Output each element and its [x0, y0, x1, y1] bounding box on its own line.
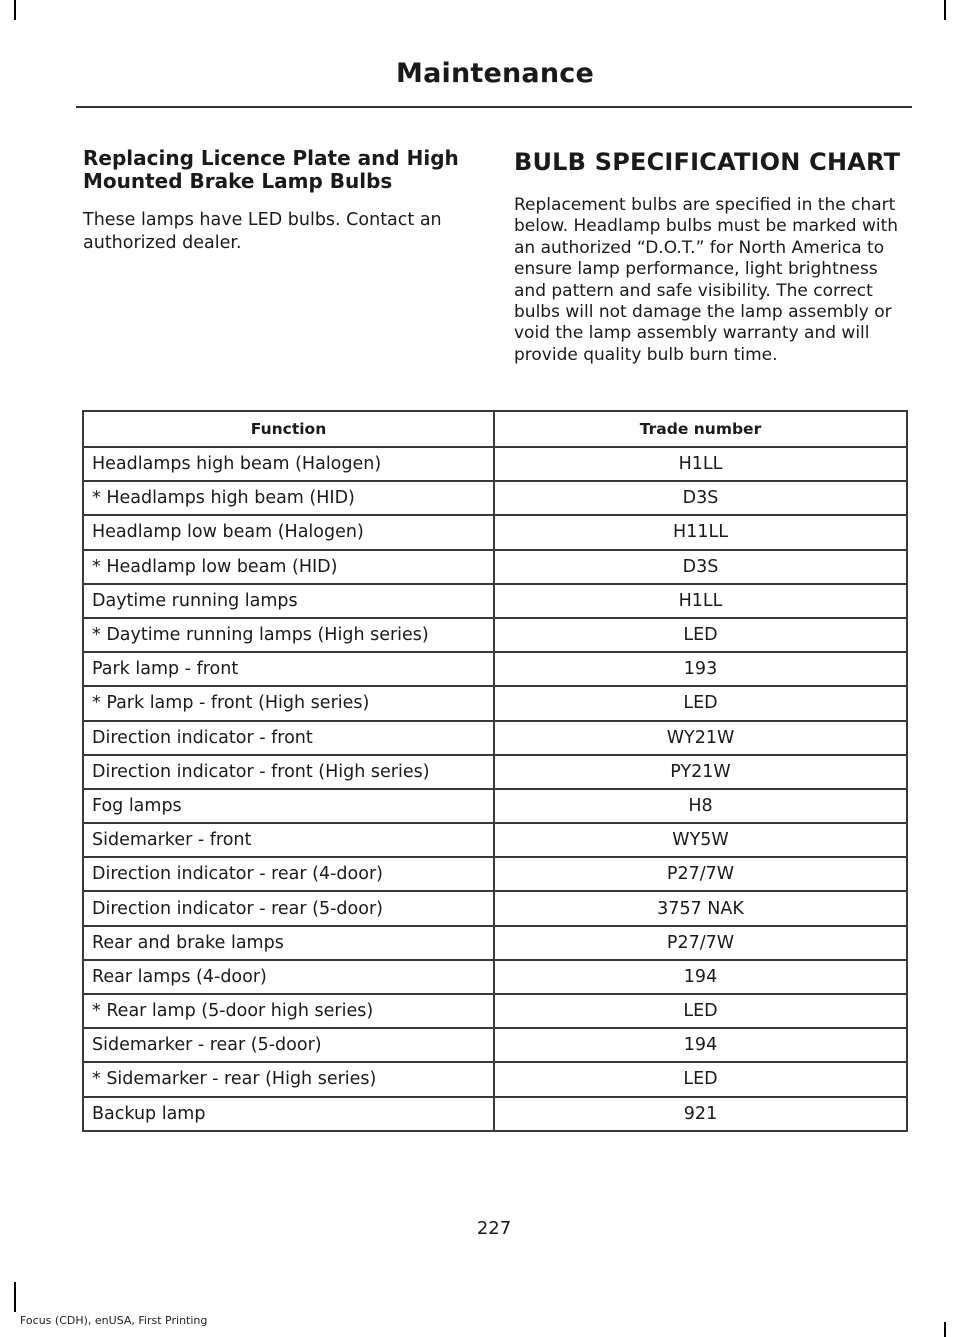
table-row	[83, 789, 907, 823]
trade-number-cell: H11LL	[494, 515, 907, 549]
crop-mark-top-right	[944, 0, 946, 20]
crop-mark-bottom-right	[944, 1322, 946, 1337]
table-row	[83, 1097, 907, 1131]
trade-number-cell: 194	[494, 1028, 907, 1062]
section-body: These lamps have LED bulbs. Contact an authorized dealer.	[83, 210, 442, 253]
crop-mark-top-left	[14, 0, 16, 20]
table-row	[83, 926, 907, 960]
crop-mark-bottom-left	[14, 1282, 16, 1312]
table-row	[83, 721, 907, 755]
header-divider	[76, 106, 912, 108]
function-cell: * Sidemarker - rear (High series)	[83, 1062, 494, 1096]
table-row	[83, 686, 907, 720]
function-cell: Daytime running lamps	[83, 584, 494, 618]
trade-number-cell: 194	[494, 960, 907, 994]
table-header-row	[83, 411, 907, 447]
trade-number-cell: P27/7W	[494, 857, 907, 891]
function-cell: Rear and brake lamps	[83, 926, 494, 960]
function-cell: Direction indicator - rear (4-door)	[83, 857, 494, 891]
table-row	[83, 1028, 907, 1062]
trade-number-cell: 3757 NAK	[494, 891, 907, 925]
table-row	[83, 891, 907, 925]
function-cell: * Headlamps high beam (HID)	[83, 481, 494, 515]
table-row	[83, 618, 907, 652]
function-cell: * Rear lamp (5-door high series)	[83, 994, 494, 1028]
chart-heading: BULB SPECIFICATION CHART	[514, 148, 901, 176]
function-cell: Direction indicator - rear (5-door)	[83, 891, 494, 925]
table-row	[83, 857, 907, 891]
page-number: 227	[476, 1218, 512, 1239]
function-cell: Backup lamp	[83, 1097, 494, 1131]
trade-number-cell: P27/7W	[494, 926, 907, 960]
table-row	[83, 823, 907, 857]
function-cell: Direction indicator - front (High series)	[83, 755, 494, 789]
function-cell: Sidemarker - front	[83, 823, 494, 857]
trade-number-cell: LED	[494, 1062, 907, 1096]
trade-number-cell: WY5W	[494, 823, 907, 857]
table-row	[83, 550, 907, 584]
edition-footer: Focus (CDH), enUSA, First Printing	[20, 1314, 208, 1327]
trade-number-cell: LED	[494, 686, 907, 720]
function-cell: * Park lamp - front (High series)	[83, 686, 494, 720]
trade-number-cell: H1LL	[494, 584, 907, 618]
function-cell: Headlamps high beam (Halogen)	[83, 447, 494, 481]
chart-intro: Replacement bulbs are specified in the chart below. Headlamp bulbs must be marked with an authorized “D.O.T.” for North America to ensure lamp performance, light brightness and pattern and safe visibility. The correct bulbs will not damage the lamp assembly or void the lamp assembly warranty and will provide quality bulb burn time.	[514, 195, 899, 365]
trade-number-cell: D3S	[494, 550, 907, 584]
trade-number-cell: H8	[494, 789, 907, 823]
function-cell: Park lamp - front	[83, 652, 494, 686]
table-row	[83, 481, 907, 515]
table-row	[83, 584, 907, 618]
function-cell: * Daytime running lamps (High series)	[83, 618, 494, 652]
table-row	[83, 960, 907, 994]
function-cell: Sidemarker - rear (5-door)	[83, 1028, 494, 1062]
trade-number-cell: LED	[494, 618, 907, 652]
bulb-specification-table	[82, 410, 908, 1132]
trade-number-cell: LED	[494, 994, 907, 1028]
function-cell: Rear lamps (4-door)	[83, 960, 494, 994]
table-row	[83, 1062, 907, 1096]
trade-number-cell: WY21W	[494, 721, 907, 755]
table-row	[83, 652, 907, 686]
trade-number-cell: PY21W	[494, 755, 907, 789]
column-header-trade-number: Trade number	[494, 411, 907, 447]
trade-number-cell: 921	[494, 1097, 907, 1131]
section-heading: Replacing Licence Plate and High Mounted Brake Lamp Bulbs	[83, 146, 459, 193]
function-cell: * Headlamp low beam (HID)	[83, 550, 494, 584]
function-cell: Headlamp low beam (Halogen)	[83, 515, 494, 549]
page-title: Maintenance	[396, 58, 594, 89]
trade-number-cell: D3S	[494, 481, 907, 515]
table-row	[83, 755, 907, 789]
table-row	[83, 515, 907, 549]
function-cell: Fog lamps	[83, 789, 494, 823]
function-cell: Direction indicator - front	[83, 721, 494, 755]
trade-number-cell: 193	[494, 652, 907, 686]
licence-plate-section	[83, 147, 473, 255]
trade-number-cell: H1LL	[494, 447, 907, 481]
column-header-function: Function	[83, 411, 494, 447]
table-row	[83, 447, 907, 481]
table-row	[83, 994, 907, 1028]
bulb-chart-section	[514, 146, 909, 366]
